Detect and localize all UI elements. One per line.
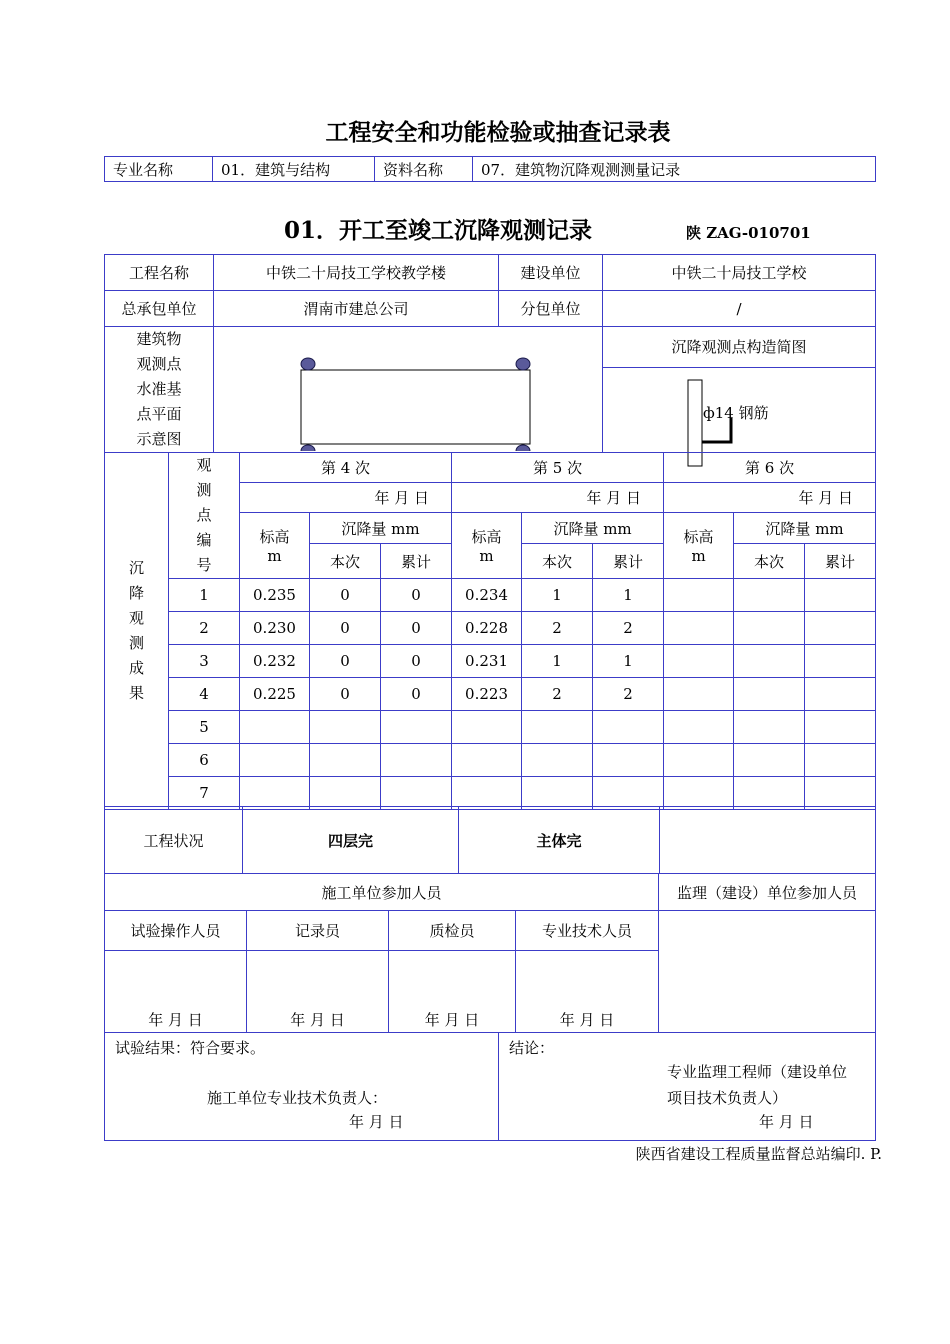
period-header: 第 6 次 xyxy=(664,453,876,483)
role-label: 试验操作人员 xyxy=(105,911,247,951)
elevation-unit: m xyxy=(479,547,494,565)
plan-label xyxy=(105,327,214,453)
cell: 1 xyxy=(522,645,593,678)
cell: 1 xyxy=(593,645,664,678)
plan-label-line: 建筑物 xyxy=(136,330,182,348)
point-no-label xyxy=(169,453,240,579)
cell: 0 xyxy=(310,579,381,612)
signature-date: 年 月 日 xyxy=(247,951,389,1033)
period-date: 年 月 日 xyxy=(664,483,876,513)
contractor-value: 渭南市建总公司 xyxy=(214,291,499,327)
project-label: 工程名称 xyxy=(105,255,214,291)
record-title: 01．开工至竣工沉降观测记录 xyxy=(284,217,593,244)
signature-date: 年 月 日 xyxy=(516,951,659,1033)
supervisor-line-1: 专业监理工程师（建设单位 xyxy=(667,1063,848,1081)
cell xyxy=(664,711,734,744)
cell xyxy=(381,744,452,777)
settlement-header: 沉降量 mm xyxy=(522,513,664,544)
builder-label: 建设单位 xyxy=(499,255,603,291)
cell: 0.232 xyxy=(240,645,310,678)
cell xyxy=(805,711,876,744)
major-value: 01．建筑与结构 xyxy=(213,157,375,182)
cell: 0 xyxy=(310,678,381,711)
settlement-header: 沉降量 mm xyxy=(734,513,876,544)
cell: 0.230 xyxy=(240,612,310,645)
project-value: 中铁二十局技工学校教学楼 xyxy=(214,255,499,291)
observation-point-marker xyxy=(516,445,530,451)
table-row xyxy=(105,711,876,744)
elevation-header xyxy=(240,513,310,579)
cell xyxy=(240,777,310,810)
cell xyxy=(664,645,734,678)
plan-label-line: 水准基 xyxy=(136,380,182,398)
cell xyxy=(734,744,805,777)
cell: 0 xyxy=(310,645,381,678)
settlement-header: 沉降量 mm xyxy=(310,513,452,544)
elevation-header xyxy=(664,513,734,579)
cell xyxy=(452,777,522,810)
elevation-header xyxy=(452,513,522,579)
role-label: 专业技术人员 xyxy=(516,911,659,951)
construction-personnel-label: 施工单位参加人员 xyxy=(105,874,659,911)
cell xyxy=(452,744,522,777)
elevation-label: 标高 xyxy=(683,528,714,546)
cell xyxy=(734,579,805,612)
point-no-char: 编 xyxy=(196,531,212,549)
cell: 0.235 xyxy=(240,579,310,612)
cell xyxy=(734,612,805,645)
cell xyxy=(664,579,734,612)
cell xyxy=(805,612,876,645)
supervisor-signature-cell xyxy=(659,911,876,1033)
test-result-cell xyxy=(105,1033,499,1141)
cell xyxy=(452,711,522,744)
point-no-char: 点 xyxy=(196,506,212,524)
period-date: 年 月 日 xyxy=(452,483,664,513)
sub-label: 分包单位 xyxy=(499,291,603,327)
cell: 0 xyxy=(381,645,452,678)
signature-date: 年 月 日 xyxy=(389,951,516,1033)
cell xyxy=(805,744,876,777)
doc-label: 资料名称 xyxy=(375,157,473,182)
table-row xyxy=(105,579,876,612)
cell xyxy=(240,744,310,777)
point-no: 7 xyxy=(169,777,240,810)
section-char: 降 xyxy=(128,584,144,602)
table-row xyxy=(105,777,876,810)
table-row xyxy=(105,678,876,711)
sub-value: / xyxy=(603,291,876,327)
cell: 0 xyxy=(381,612,452,645)
cell: 0.223 xyxy=(452,678,522,711)
period-header: 第 4 次 xyxy=(240,453,452,483)
point-no: 4 xyxy=(169,678,240,711)
status-label: 工程状况 xyxy=(105,807,243,874)
point-no-char: 观 xyxy=(196,456,212,474)
observation-point-marker xyxy=(301,445,315,451)
footer-note: 陕西省建设工程质量监督总站编印. P. xyxy=(635,1145,882,1163)
this-header: 本次 xyxy=(310,544,381,579)
elevation-unit: m xyxy=(267,547,282,565)
building-plan-diagram xyxy=(214,327,603,451)
signature-date: 年 月 日 xyxy=(105,951,247,1033)
status-value-1: 四层完 xyxy=(243,807,459,874)
plan-label-line: 观测点 xyxy=(136,355,182,373)
cell: 2 xyxy=(593,612,664,645)
role-label: 质检员 xyxy=(389,911,516,951)
status-table xyxy=(104,806,876,874)
cell: 0.228 xyxy=(452,612,522,645)
cell xyxy=(734,645,805,678)
status-value-2: 主体完 xyxy=(459,807,660,874)
cell xyxy=(310,711,381,744)
cell xyxy=(664,612,734,645)
cell xyxy=(664,777,734,810)
cell: 2 xyxy=(593,678,664,711)
cell: 1 xyxy=(522,579,593,612)
page-title: 工程安全和功能检验或抽查记录表 xyxy=(325,119,671,146)
cell: 0.234 xyxy=(452,579,522,612)
section-char: 沉 xyxy=(128,559,144,577)
cell xyxy=(522,711,593,744)
construction-responsible: 施工单位专业技术负责人： xyxy=(207,1089,388,1107)
cell xyxy=(381,777,452,810)
status-value-3 xyxy=(660,807,876,874)
section-char: 测 xyxy=(128,634,144,652)
cell xyxy=(734,777,805,810)
cell: 0 xyxy=(381,678,452,711)
point-no: 5 xyxy=(169,711,240,744)
period-header: 第 5 次 xyxy=(452,453,664,483)
total-header: 累计 xyxy=(381,544,452,579)
plan-label-line: 点平面 xyxy=(136,405,182,423)
plan-diagram-cell xyxy=(214,327,603,453)
building-outline xyxy=(301,370,530,444)
record-code: 陕 ZAG-010701 xyxy=(686,224,811,242)
period-date: 年 月 日 xyxy=(240,483,452,513)
conclusion-date-left: 年 月 日 xyxy=(349,1113,404,1131)
structure-diagram-cell xyxy=(603,367,876,452)
supervisor-line-2: 项目技术负责人） xyxy=(667,1089,788,1107)
structure-label: 沉降观测点构造简图 xyxy=(603,327,876,368)
major-label: 专业名称 xyxy=(105,157,213,182)
cell: 0 xyxy=(381,579,452,612)
table-row xyxy=(105,744,876,777)
info-table xyxy=(104,254,876,327)
cell xyxy=(310,777,381,810)
contractor-label: 总承包单位 xyxy=(105,291,214,327)
conclusion-cell xyxy=(499,1033,876,1141)
conclusion-date-right: 年 月 日 xyxy=(759,1113,814,1131)
cell: 2 xyxy=(522,678,593,711)
table-row xyxy=(105,612,876,645)
builder-value: 中铁二十局技工学校 xyxy=(603,255,876,291)
cell xyxy=(381,711,452,744)
observation-point-marker xyxy=(301,358,315,370)
this-header: 本次 xyxy=(734,544,805,579)
cell: 2 xyxy=(522,612,593,645)
point-no: 3 xyxy=(169,645,240,678)
personnel-table xyxy=(104,873,876,1033)
section-char: 成 xyxy=(128,659,144,677)
cell xyxy=(805,645,876,678)
total-header: 累计 xyxy=(593,544,664,579)
cell: 0.231 xyxy=(452,645,522,678)
cell xyxy=(593,711,664,744)
conclusion-label: 结论： xyxy=(509,1039,555,1057)
section-char: 观 xyxy=(128,609,144,627)
results-section-label xyxy=(105,453,169,810)
rebar-label: ф14 钢筋 xyxy=(703,403,769,422)
cell xyxy=(522,744,593,777)
doc-value: 07．建筑物沉降观测测量记录 xyxy=(473,157,876,182)
cell xyxy=(734,678,805,711)
point-no: 6 xyxy=(169,744,240,777)
elevation-label: 标高 xyxy=(259,528,290,546)
plan-label-line: 示意图 xyxy=(136,430,182,448)
supervisor-personnel-label: 监理（建设）单位参加人员 xyxy=(659,874,876,911)
conclusion-table xyxy=(104,1032,876,1141)
point-no: 2 xyxy=(169,612,240,645)
role-label: 记录员 xyxy=(247,911,389,951)
point-no: 1 xyxy=(169,579,240,612)
elevation-unit: m xyxy=(691,547,706,565)
cell xyxy=(593,777,664,810)
cell xyxy=(664,678,734,711)
cell xyxy=(593,744,664,777)
total-header: 累计 xyxy=(805,544,876,579)
cell xyxy=(522,777,593,810)
cell xyxy=(734,711,805,744)
point-no-char: 测 xyxy=(196,481,212,499)
cell: 0 xyxy=(310,612,381,645)
table-row xyxy=(105,645,876,678)
cell xyxy=(805,678,876,711)
cell xyxy=(310,744,381,777)
cell: 1 xyxy=(593,579,664,612)
header-table xyxy=(104,156,876,182)
section-char: 果 xyxy=(128,684,144,702)
cell xyxy=(664,744,734,777)
cell: 0.225 xyxy=(240,678,310,711)
observation-point-marker xyxy=(516,358,530,370)
this-header: 本次 xyxy=(522,544,593,579)
test-result: 试验结果：符合要求。 xyxy=(115,1039,266,1057)
cell xyxy=(240,711,310,744)
results-table xyxy=(104,452,876,810)
cell xyxy=(805,777,876,810)
point-no-char: 号 xyxy=(196,556,212,574)
plan-table xyxy=(104,326,876,453)
elevation-label: 标高 xyxy=(471,528,502,546)
cell xyxy=(805,579,876,612)
